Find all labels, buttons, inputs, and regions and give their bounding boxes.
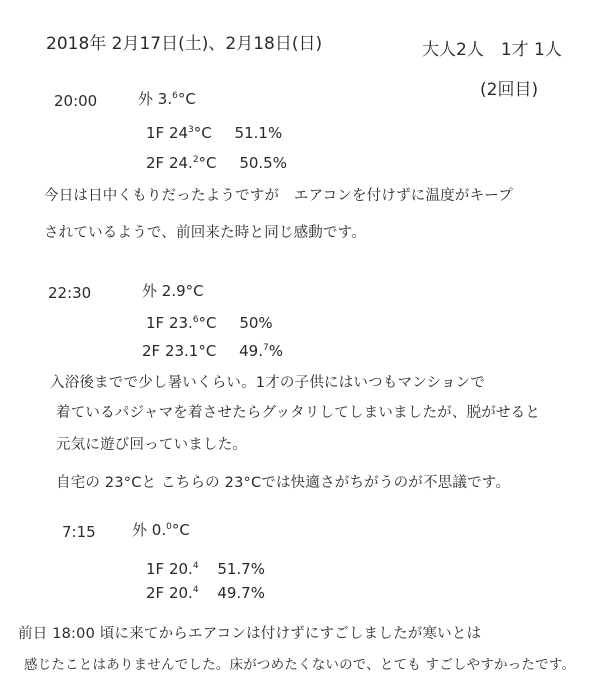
floor-temp-decimal: 2 <box>192 155 199 165</box>
note-line: 元気に遊び回っていました。 <box>56 437 248 453</box>
floor-temp-value: 23.1°C <box>164 342 217 360</box>
note-line: されているようで、前回来た時と同じ感動です。 <box>44 225 366 241</box>
temp-unit: °C <box>193 124 212 142</box>
floor-temp-int: 20. <box>168 560 193 578</box>
floor1-reading <box>146 562 265 577</box>
floor-label: 2F <box>146 154 165 172</box>
floor-humidity: 51.1% <box>234 124 283 142</box>
log-time: 22:30 <box>48 284 92 302</box>
floor-humidity: 50% <box>239 314 273 332</box>
humidity-decimal: 7 <box>262 343 269 353</box>
humidity-int: 49. <box>239 342 263 360</box>
floor1-reading <box>146 126 282 141</box>
temp-unit: °C <box>177 90 196 108</box>
floor2-reading <box>146 156 287 171</box>
note-line: 今日は日中くもりだったようですが エアコンを付けずに温度がキープ <box>44 188 513 204</box>
floor-humidity <box>239 342 283 360</box>
outside-temp-int: 3. <box>157 90 173 108</box>
floor-label: 2F <box>146 584 165 602</box>
floor-label: 1F <box>146 314 165 332</box>
floor-temp-int: 24 <box>168 124 189 142</box>
temp-unit: °C <box>171 521 190 539</box>
floor-temp-int: 23. <box>168 314 193 332</box>
temp-unit: °C <box>198 154 217 172</box>
outside-label: 外 <box>142 282 158 300</box>
floor-label: 2F <box>142 342 161 360</box>
floor-humidity: 50.5% <box>239 154 287 172</box>
outside-temp-value: 2.9°C <box>161 282 204 300</box>
outside-temp <box>142 284 204 299</box>
floor-label: 1F <box>146 124 165 142</box>
temp-unit: °C <box>198 314 217 332</box>
log-time: 7:15 <box>62 523 96 541</box>
outside-temp <box>138 92 196 107</box>
floor-temp-decimal: 4 <box>192 561 199 571</box>
floor-temp-decimal: 3 <box>188 125 194 135</box>
outside-label: 外 <box>138 90 154 108</box>
visit-date: 2018年 2月17日(土)、2月18日(日) <box>46 34 323 54</box>
outside-label: 外 <box>132 521 148 539</box>
outside-temp-int: 0. <box>151 521 167 539</box>
floor2-reading <box>146 586 265 601</box>
note-line: 自宅の 23°Cと こちらの 23°Cでは快適さがちがうのが不思議です。 <box>56 475 511 491</box>
floor-label: 1F <box>146 560 165 578</box>
floor-temp-int: 24. <box>168 154 193 172</box>
floor-humidity: 51.7% <box>217 560 265 578</box>
floor2-reading <box>142 344 283 359</box>
note-line: 入浴後までで少し暑いくらい。1才の子供にはいつもマンションで <box>50 375 486 391</box>
log-time: 20:00 <box>54 92 98 110</box>
floor1-reading <box>146 316 273 331</box>
floor-humidity: 49.7% <box>217 584 265 602</box>
note-line: 着ているパジャマを着させたらグッタリしてしまいましたが、脱がせると <box>56 405 541 421</box>
visitor-count: 大人2人 1才 1人 <box>422 40 562 60</box>
note-line: 前日 18:00 頃に来てからエアコンは付けずにすごしましたが寒いとは <box>18 626 482 642</box>
visit-number: (2回目) <box>480 80 539 100</box>
outside-temp-decimal: 0 <box>166 522 172 532</box>
floor-temp-decimal: 4 <box>192 585 199 595</box>
outside-temp-decimal: 6 <box>172 91 178 101</box>
floor-temp-int: 20. <box>168 584 193 602</box>
outside-temp <box>132 523 190 538</box>
humidity-unit: % <box>268 342 283 360</box>
note-line: 感じたことはありませんでした。床がつめたくないので、とても すごしやすかったです。 <box>24 657 576 673</box>
floor-temp-decimal: 6 <box>192 315 199 325</box>
